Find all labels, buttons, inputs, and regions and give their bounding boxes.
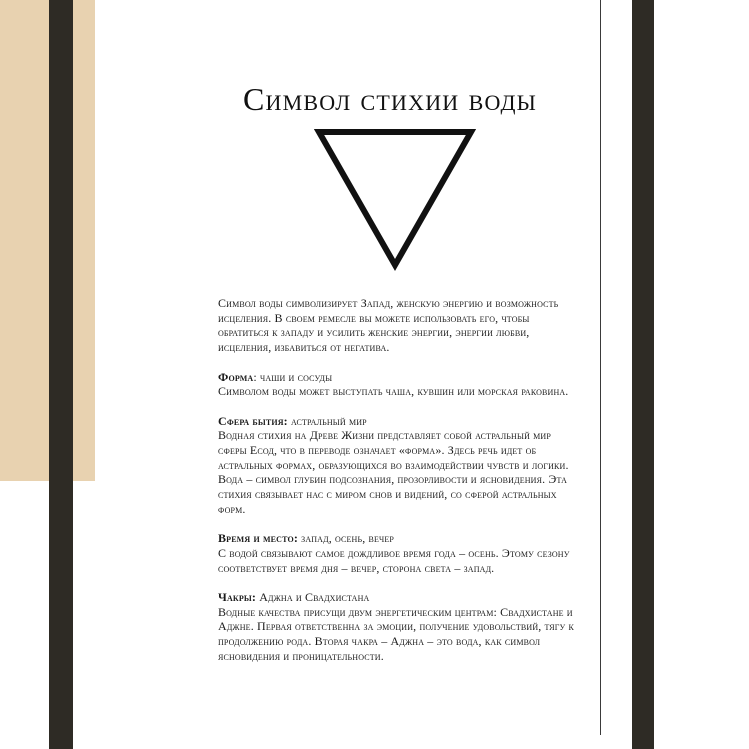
- water-triangle-icon: [314, 128, 476, 274]
- beige-decor-panel: [0, 0, 95, 481]
- intro-paragraph: Символ воды символизирует Запад, женскую энергию и возможность исцеления. В своем ремесле вы можете использовать его, чтобы обратиться к западу и усилить женские энергии, энергии любви, исцеления, избавиться от негатива.: [218, 296, 559, 355]
- section-text: Водные качества присущи двум энергетическим центрам: Свадхистане и Аджне. Первая ответственна за эмоции, получение удовольствий, тягу к продолжению рода. Вторая чакра – Аджна – это вода, как символ ясновидения и проницательности.: [218, 604, 574, 663]
- section-heading-line: [218, 531, 578, 546]
- section-form: [218, 370, 578, 399]
- dark-decor-bar-left: [49, 0, 73, 749]
- section-heading-line: [218, 590, 578, 605]
- section-heading: Сфера бытия:: [218, 413, 288, 428]
- section-heading: Форма: [218, 369, 254, 384]
- section-heading-line: [218, 414, 578, 429]
- section-subtitle: Аджна и Свадхистана: [259, 590, 370, 604]
- section-heading-line: Форма: чаши и сосуды: [218, 369, 333, 384]
- article-body: [218, 296, 578, 664]
- section-heading: Чакры:: [218, 590, 257, 604]
- section-subtitle: астральный мир: [290, 413, 367, 428]
- section-text: Символом воды может выступать чаша, кувшин или морская раковина.: [218, 384, 569, 399]
- section-heading: Время и место:: [218, 531, 298, 546]
- dark-decor-bar-right: [632, 0, 654, 749]
- section-text: С водой связывают самое дождливое время года – осень. Этому сезону соответствует время дня – вечер, сторона света – запад.: [218, 545, 570, 575]
- section-subtitle: запад, осень, вечер: [301, 531, 395, 546]
- section-sphere: [218, 414, 578, 517]
- section-subtitle: чаши и сосуды: [259, 369, 333, 384]
- page-title: Символ стихии воды: [242, 81, 538, 118]
- section-text: Водная стихия на Древе Жизни представляет собой астральный мир сферы Есод, что в переводе означает «форма». Здесь речь идет об астральных формах, образующихся во взаимодействии чувств и логики. Вода – символ глубин подсознания, прозорливости и ясновидения. Эта стихия связывает нас с миром снов и видений, со сферой астральных форм.: [218, 428, 569, 516]
- section-chakras: [218, 590, 578, 664]
- section-time-place: [218, 531, 578, 575]
